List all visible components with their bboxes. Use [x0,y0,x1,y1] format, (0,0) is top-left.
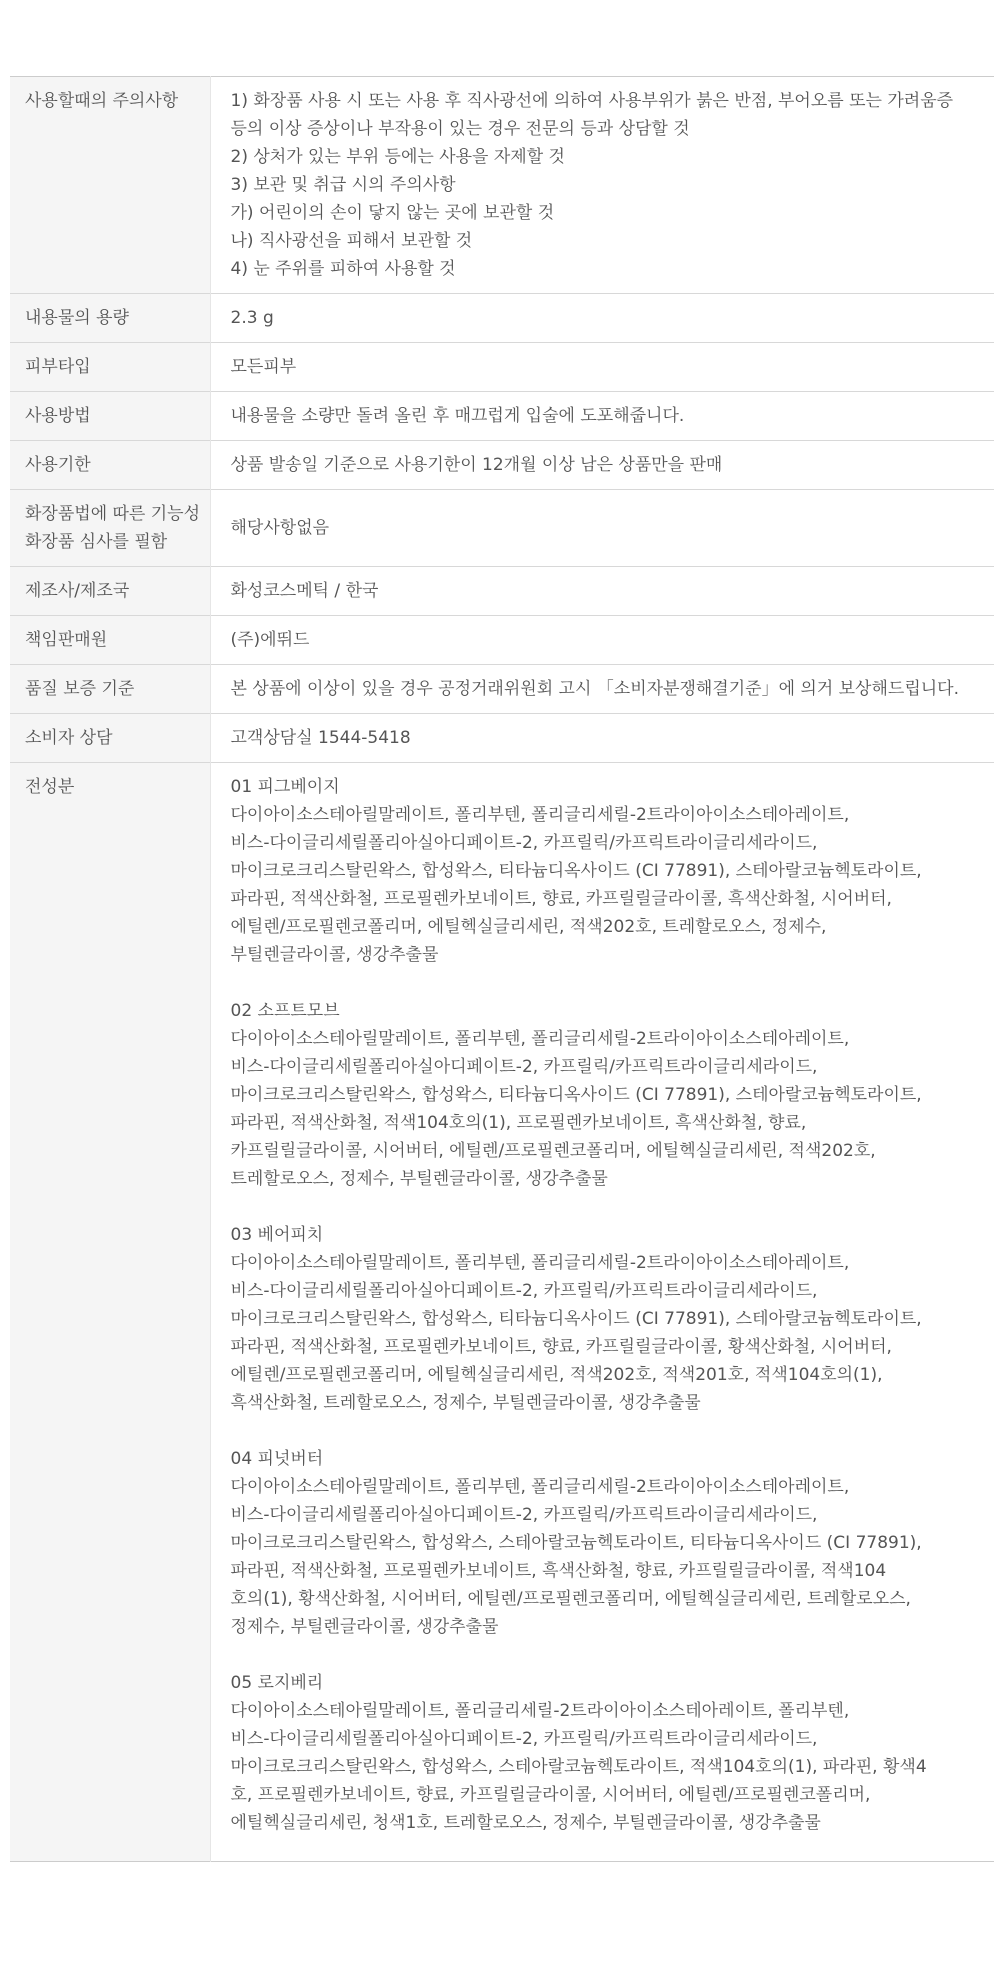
info-value: (주)에뛰드 [230,630,310,650]
label-line: 화장품법에 따른 기능성 [25,504,201,524]
info-value: 모든피부 [230,357,297,377]
shade-title: 03 베어피치 [230,1225,324,1245]
ingredient-section [231,1445,983,1641]
info-row-skin-type [10,343,994,392]
text-line: 부틸렌글라이콜, 생강추출물 [230,945,439,965]
info-value: 고객상담실 1544-5418 [230,728,411,748]
text-line: 정제수, 부틸렌글라이콜, 생강추출물 [230,1617,499,1637]
ingredient-section [231,1221,983,1417]
text-line: 마이크로크리스탈린왁스, 합성왁스, 스테아랄코늄헥토라이트, 티타늄디옥사이드 (CI 77891), [230,1533,922,1553]
info-label: 사용방법 [10,392,210,441]
info-label: 피부타입 [10,343,210,392]
text-line: 에틸헥실글리세린, 청색1호, 트레할로오스, 정제수, 부틸렌글라이콜, 생강추출물 [230,1813,821,1833]
text-line: 호, 프로필렌카보네이트, 향료, 카프릴릴글라이콜, 시어버터, 에틸렌/프로필렌코폴리머, [230,1785,871,1805]
ingredients-value [210,763,994,1862]
product-info-table [10,76,994,1862]
info-label: 사용기한 [10,441,210,490]
info-row-consumer-support [10,714,994,763]
info-row-functional-review [10,490,994,567]
text-line: 가) 어린이의 손이 닿지 않는 곳에 보관할 것 [230,203,555,223]
text-line: 에틸렌/프로필렌코폴리머, 에틸헥실글리세린, 적색202호, 트레할로오스, 정제수, [230,917,827,937]
info-value: 본 상품에 이상이 있을 경우 공정거래위원회 고시 「소비자분쟁해결기준」에 의거 보상해드립니다. [230,679,959,699]
product-info-container [10,76,994,1862]
text-line: 마이크로크리스탈린왁스, 합성왁스, 스테아랄코늄헥토라이트, 적색104호의(1), 파라핀, 황색4 [230,1757,927,1777]
text-line: 비스-다이글리세릴폴리아실아디페이트-2, 카프릴릭/카프릭트라이글리세라이드, [230,1057,818,1077]
text-line: 파라핀, 적색산화철, 적색104호의(1), 프로필렌카보네이트, 흑색산화철, 향료, [230,1113,807,1133]
info-label: 책임판매원 [10,616,210,665]
info-row-usage [10,392,994,441]
text-line: 나) 직사광선을 피해서 보관할 것 [230,231,473,251]
ingredient-section [231,1669,983,1837]
info-value: 상품 발송일 기준으로 사용기한이 12개월 이상 남은 상품만을 판매 [230,455,723,475]
info-row-precautions [10,77,994,294]
text-line: 파라핀, 적색산화철, 프로필렌카보네이트, 향료, 카프릴릴글라이콜, 흑색산화철, 시어버터, [230,889,892,909]
text-line: 다이아이소스테아릴말레이트, 폴리부텐, 폴리글리세릴-2트라이아이소스테아레이트, [230,1477,850,1497]
text-line: 파라핀, 적색산화철, 프로필렌카보네이트, 흑색산화철, 향료, 카프릴릴글라이콜, 적색104 [230,1561,887,1581]
text-line: 비스-다이글리세릴폴리아실아디페이트-2, 카프릴릭/카프릭트라이글리세라이드, [230,833,818,853]
info-row-seller [10,616,994,665]
info-row-manufacturer [10,567,994,616]
text-line: 비스-다이글리세릴폴리아실아디페이트-2, 카프릴릭/카프릭트라이글리세라이드, [230,1281,818,1301]
info-row-expiry [10,441,994,490]
text-line: 비스-다이글리세릴폴리아실아디페이트-2, 카프릴릭/카프릭트라이글리세라이드, [230,1505,818,1525]
text-line: 흑색산화철, 트레할로오스, 정제수, 부틸렌글라이콜, 생강추출물 [230,1393,701,1413]
text-line: 다이아이소스테아릴말레이트, 폴리부텐, 폴리글리세릴-2트라이아이소스테아레이트, [230,805,850,825]
text-line: 등의 이상 증상이나 부작용이 있는 경우 전문의 등과 상담할 것 [230,119,690,139]
text-line: 호의(1), 황색산화철, 시어버터, 에틸렌/프로필렌코폴리머, 에틸헥실글리세린, 트레할로오스, [230,1589,911,1609]
info-row-ingredients [10,763,994,1862]
info-label: 내용물의 용량 [10,294,210,343]
info-row-volume [10,294,994,343]
info-label: 소비자 상담 [10,714,210,763]
text-line: 1) 화장품 사용 시 또는 사용 후 직사광선에 의하여 사용부위가 붉은 반점, 부어오름 또는 가려움증 [230,91,954,111]
text-line: 에틸렌/프로필렌코폴리머, 에틸헥실글리세린, 적색202호, 적색201호, 적색104호의(1), [230,1365,883,1385]
info-label: 사용할때의 주의사항 [10,77,210,294]
info-row-quality-guarantee [10,665,994,714]
text-line: 2) 상처가 있는 부위 등에는 사용을 자제할 것 [230,147,565,167]
shade-title: 02 소프트모브 [230,1001,340,1021]
text-line: 마이크로크리스탈린왁스, 합성왁스, 티타늄디옥사이드 (CI 77891), 스테아랄코늄헥토라이트, [230,1309,922,1329]
info-value: 내용물을 소량만 돌려 올린 후 매끄럽게 입술에 도포해줍니다. [230,406,685,426]
text-line: 다이아이소스테아릴말레이트, 폴리부텐, 폴리글리세릴-2트라이아이소스테아레이트, [230,1029,850,1049]
text-line: 파라핀, 적색산화철, 프로필렌카보네이트, 향료, 카프릴릴글라이콜, 황색산화철, 시어버터, [230,1337,892,1357]
shade-title: 01 피그베이지 [230,777,340,797]
text-line: 4) 눈 주위를 피하여 사용할 것 [230,259,456,279]
ingredient-section [231,773,983,969]
text-line: 3) 보관 및 취급 시의 주의사항 [230,175,456,195]
info-label: 전성분 [10,763,210,1862]
text-line: 비스-다이글리세릴폴리아실아디페이트-2, 카프릴릭/카프릭트라이글리세라이드, [230,1729,818,1749]
info-value: 2.3 g [230,308,274,328]
text-line: 카프릴릴글라이콜, 시어버터, 에틸렌/프로필렌코폴리머, 에틸헥실글리세린, 적색202호, [230,1141,876,1161]
text-line: 마이크로크리스탈린왁스, 합성왁스, 티타늄디옥사이드 (CI 77891), 스테아랄코늄헥토라이트, [230,1085,922,1105]
info-value [210,77,994,294]
info-value: 화성코스메틱 / 한국 [230,581,379,601]
shade-title: 05 로지베리 [230,1673,324,1693]
label-line: 화장품 심사를 필함 [25,532,168,552]
text-line: 다이아이소스테아릴말레이트, 폴리글리세릴-2트라이아이소스테아레이트, 폴리부텐, [230,1701,850,1721]
ingredient-section [231,997,983,1193]
text-line: 마이크로크리스탈린왁스, 합성왁스, 티타늄디옥사이드 (CI 77891), 스테아랄코늄헥토라이트, [230,861,922,881]
info-label [10,490,210,567]
info-label: 품질 보증 기준 [10,665,210,714]
info-label: 제조사/제조국 [10,567,210,616]
text-line: 다이아이소스테아릴말레이트, 폴리부텐, 폴리글리세릴-2트라이아이소스테아레이트, [230,1253,850,1273]
text-line: 트레할로오스, 정제수, 부틸렌글라이콜, 생강추출물 [230,1169,608,1189]
shade-title: 04 피넛버터 [230,1449,324,1469]
info-value: 해당사항없음 [230,518,330,538]
